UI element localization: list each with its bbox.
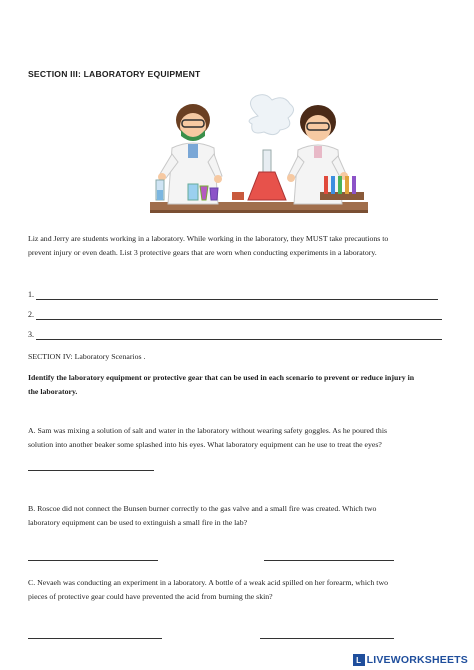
scenario-c-answer-line-2[interactable]: [260, 638, 394, 639]
answer-3-line[interactable]: [36, 339, 442, 340]
scenario-a-answer-line[interactable]: [28, 470, 154, 471]
liveworksheets-badge-icon: L: [353, 654, 365, 666]
section-3-intro-line-1: Liz and Jerry are students working in a laboratory. While working in the laboratory, they MUST take precautions to: [28, 234, 389, 243]
answer-1-line[interactable]: [36, 299, 438, 300]
answer-3-number: 3.: [28, 330, 34, 339]
scenario-b-line-2: laboratory equipment can be used to extinguish a small fire in the lab?: [28, 518, 248, 527]
red-flask: [248, 172, 286, 200]
scenario-c-answer-line-1[interactable]: [28, 638, 162, 639]
scenario-a-line-2: solution into another beaker some splashed into his eyes. What laboratory equipment can he use to treat the eyes?: [28, 440, 382, 449]
scenario-c-line-2: pieces of protective gear could have prevented the acid from burning the skin?: [28, 592, 273, 601]
scenario-c-line-1: C. Nevaeh was conducting an experiment in a laboratory. A bottle of a weak acid spilled on her forearm, which two: [28, 578, 388, 587]
section-3-title: SECTION III: LABORATORY EQUIPMENT: [28, 69, 201, 79]
section-4-instruction-line-2: the laboratory.: [28, 387, 78, 396]
section-3-intro-line-2: prevent injury or even death. List 3 protective gears that are worn when conducting experiments in a laboratory.: [28, 248, 377, 257]
scenario-a-line-1: A. Sam was mixing a solution of salt and water in the laboratory without wearing safety goggles. As he poured this: [28, 426, 388, 435]
answer-1-number: 1.: [28, 290, 34, 299]
answer-2-number: 2.: [28, 310, 34, 319]
scenario-b-answer-line-2[interactable]: [264, 560, 394, 561]
scenario-b-answer-line-1[interactable]: [28, 560, 158, 561]
liveworksheets-brand-text: LIVEWORKSHEETS: [366, 654, 468, 666]
section-4-instruction-line-1: Identify the laboratory equipment or protective gear that can be used in each scenario to prevent or reduce injury in: [28, 373, 415, 382]
section-4-title: SECTION IV: Laboratory Scenarios .: [28, 352, 146, 361]
liveworksheets-logo[interactable]: [351, 653, 470, 667]
smoke-cloud: [249, 95, 293, 135]
lab-children-illustration: [148, 92, 370, 220]
answer-2-line[interactable]: [36, 319, 442, 320]
scenario-b-line-1: B. Roscoe did not connect the Bunsen burner correctly to the gas valve and a small fire was created. Which two: [28, 504, 377, 513]
